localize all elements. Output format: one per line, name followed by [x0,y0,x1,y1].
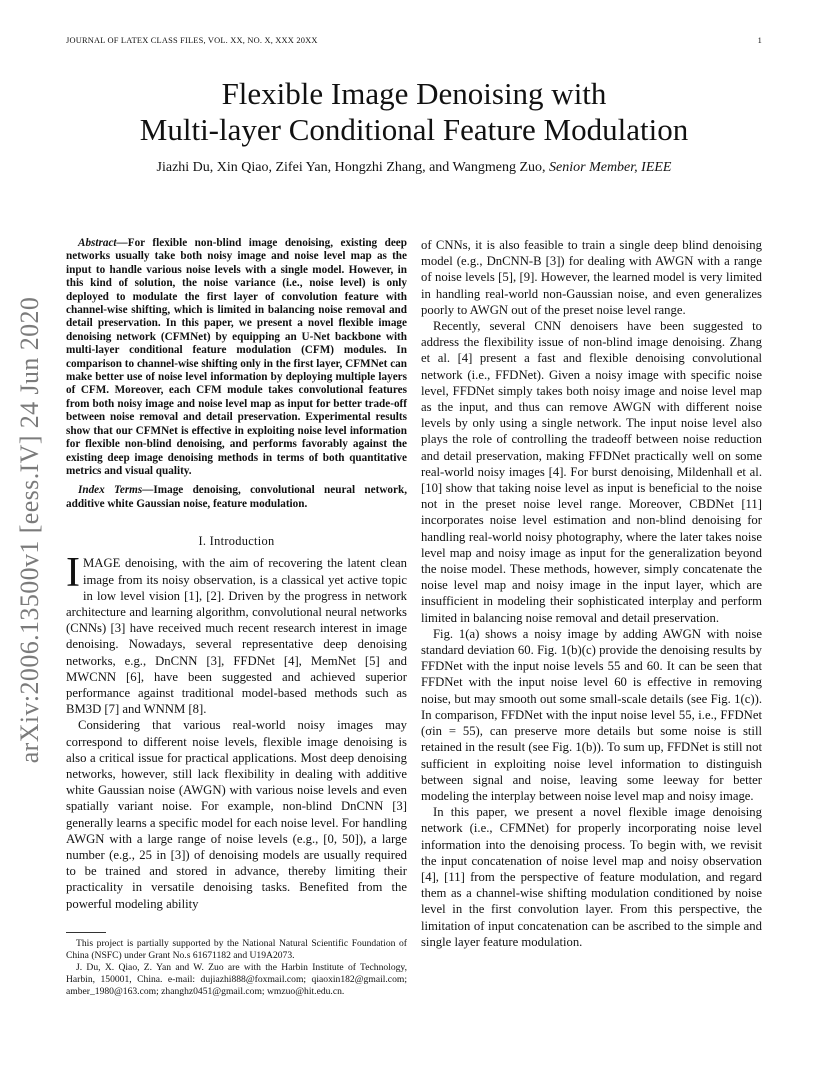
intro-paragraph-2: Considering that various real-world noisy images may correspond to different noise levels, flexible image denoising is also a critical issue for practical applications. Most deep denoising networks, however, still lack flexibility in dealing with additive white Gaussian noise (AWGN) with various noise levels and even spatially variant noise. For example, non-blind DnCNN [3] generally learns a specific model for each noise level. For handling AWGN with a large range of noise levels (e.g., [0, 50]), a large number (e.g., 25 in [3]) of denoising models are usually required to be trained and stored in advance, thereby limiting their practicality in versatile denoising tasks. Benefited from the powerful modeling ability [66,718,407,911]
abstract-label: Abstract— [78,237,128,249]
index-terms-label: Index Terms— [78,484,154,497]
arxiv-id: arXiv:2006.13500v1 [eess.IV] 24 Jun 2020 [15,296,44,764]
left-column [66,237,407,912]
footnote-funding: This project is partially supported by the National Natural Scientific Foundation of China (NSFC) under Grant No.s 61671182 and U19A2073. [66,938,407,961]
author-names: Jiazhi Du, Xin Qiao, Zifei Yan, Hongzhi Zhang, and Wangmeng Zuo, [156,160,546,175]
intro-paragraph-1-text: MAGE denoising, with the aim of recovering the latent clean image from its noisy observation, is a classical yet active topic in low level vision [1], [2]. Driven by the progress in network architecture and learning algorithm, convolutional neural networks (CNNs) [3] have received much recent research interest in image denoising. Nowadays, several representative deep denoising networks, e.g., DnCNN [3], FFDNet [4], MemNet [5] and MWCNN [6], have been suggested and achieved superior performance against traditional model-based methods such as BM3D [7] and WNNM [8]. [66,556,407,717]
footnotes [66,938,407,998]
author-membership: Senior Member, IEEE [549,160,672,175]
abstract-text: For flexible non-blind image denoising, existing deep networks usually take both noisy image and noise level map as the input to handle various noise levels with a single model. However, in this kind of solution, the noise variance (i.e., noise level) is only deployed to modulate the first layer of convolution feature with channel-wise shifting, which is limited in balancing noise removal and detail preservation. In this paper, we present a novel flexible image denoising network (CFMNet) by equipping an U-Net backbone with multi-layer conditional feature modulation (CFM) modules. In comparison to channel-wise shifting only in the first layer, CFMNet can make better use of noise level information by deploying multiple layers of CFM. Moreover, each CFM module takes convolutional features from both noisy image and noise level map as input for better trade-off between noise removal and detail preservation. Experimental results show that our CFMNet is effective in exploiting noise level information for flexible non-blind denoising, and performs favorably against the existing deep image denoising methods in terms of both quantitative metrics and visual quality. [66,237,407,477]
intro-paragraph-4: Fig. 1(a) shows a noisy image by adding AWGN with noise standard deviation 60. Fig. 1(b)(c) provide the denoising results by FFDNet with the input noise levels 55 and 60. It can be seen that FFDNet with the input noise level 60 is effective in removing noise, but may smooth out some small-scale details (see Fig. 1(c)). In comparison, FFDNet with the input noise level 55, i.e., FFDNet (σin = 55), can preserve more details but some noise is still retained in the result (see Fig. 1(b)). To sum up, FFDNet is still not sufficient in exploiting noise level information to distinguish between signal and noise, leaving some leeway for better modeling the interplay between noise level map and noisy image. [421,626,762,803]
author-list [60,160,768,176]
index-terms-text: Image denoising, convolutional neural network, additive white Gaussian noise, feature modulation. [66,484,407,510]
abstract [66,237,407,478]
intro-paragraph-5: In this paper, we present a novel flexible image denoising network (i.e., CFMNet) for properly incorporating noise level information into the denoising process. To begin with, we revisit the input concatenation of noise level map and noisy observation [4], [11] from the perspective of feature modulation, and regard them as a channel-wise shifting modulation conditioned by noise level in the first convolution layer. From this perspective, the limitation of input concatenation can be ascribed to the simple and single layer feature modulation. [421,805,762,949]
footnote-rule [66,932,106,933]
title-line-1: Flexible Image Denoising with [221,76,607,111]
intro-paragraph-1 [66,550,407,717]
drop-cap: I [66,550,80,597]
arxiv-sidebar [8,290,52,770]
intro-paragraph-2-continued: of CNNs, it is also feasible to train a single deep blind denoising model (e.g., DnCNN-B [3]) for dealing with AWGN with a range of noise levels [5], [9]. However, the learned model is very limited in handling real-world non-Gaussian noise, and even generalizes poorly to AWGN out of the preset noise level range. [421,238,762,317]
journal-name: JOURNAL OF LATEX CLASS FILES, VOL. XX, NO. X, XXX 20XX [66,36,318,45]
paper-title [60,76,768,148]
title-line-2: Multi-layer Conditional Feature Modulation [139,111,689,147]
footnote-affiliation: J. Du, X. Qiao, Z. Yan and W. Zuo are with the Harbin Institute of Technology, Harbin, 150001, China. e-mail: dujiazhi888@foxmail.com; qiaoxin182@gmail.com; amber_1980@163.com; zhanghz0451@gmail.com; wmzuo@hit.edu.cn. [66,962,407,997]
intro-paragraph-3: Recently, several CNN denoisers have been suggested to address the flexibility issue of non-blind image denoising. Zhang et al. [4] present a fast and flexible denoising convolutional network (i.e., FFDNet). Given a noisy image with specific noise level, FFDNet simply takes both noisy image and noise level map as the input, and thus can remove AWGN with different noise levels by only using a single network. The input noise level also plays the role of controlling the tradeoff between noise reduction and detail preservation, making FFDNet practically well on some real-world noisy images [4]. For burst denoising, Mildenhall et al. [10] show that taking noise level as input is beneficial to the noise not in the preset noise level range. Moreover, CBDNet [11] incorporates noise level estimation and non-blind denoising for handling real-world noisy photography, where the later takes noise level map and noisy image as input for the generalization beyond the noise model. These methods, however, simply concatenate the noise level map and noisy image in the input layer, which are insufficient in modeling their sophisticated interplay and perform limited in balancing noise removal and detail preservation. [421,319,762,625]
page-number: 1 [757,36,762,45]
section-heading: I. Introduction [198,534,275,549]
right-column [421,237,762,950]
running-header [66,36,762,45]
index-terms [66,484,407,511]
